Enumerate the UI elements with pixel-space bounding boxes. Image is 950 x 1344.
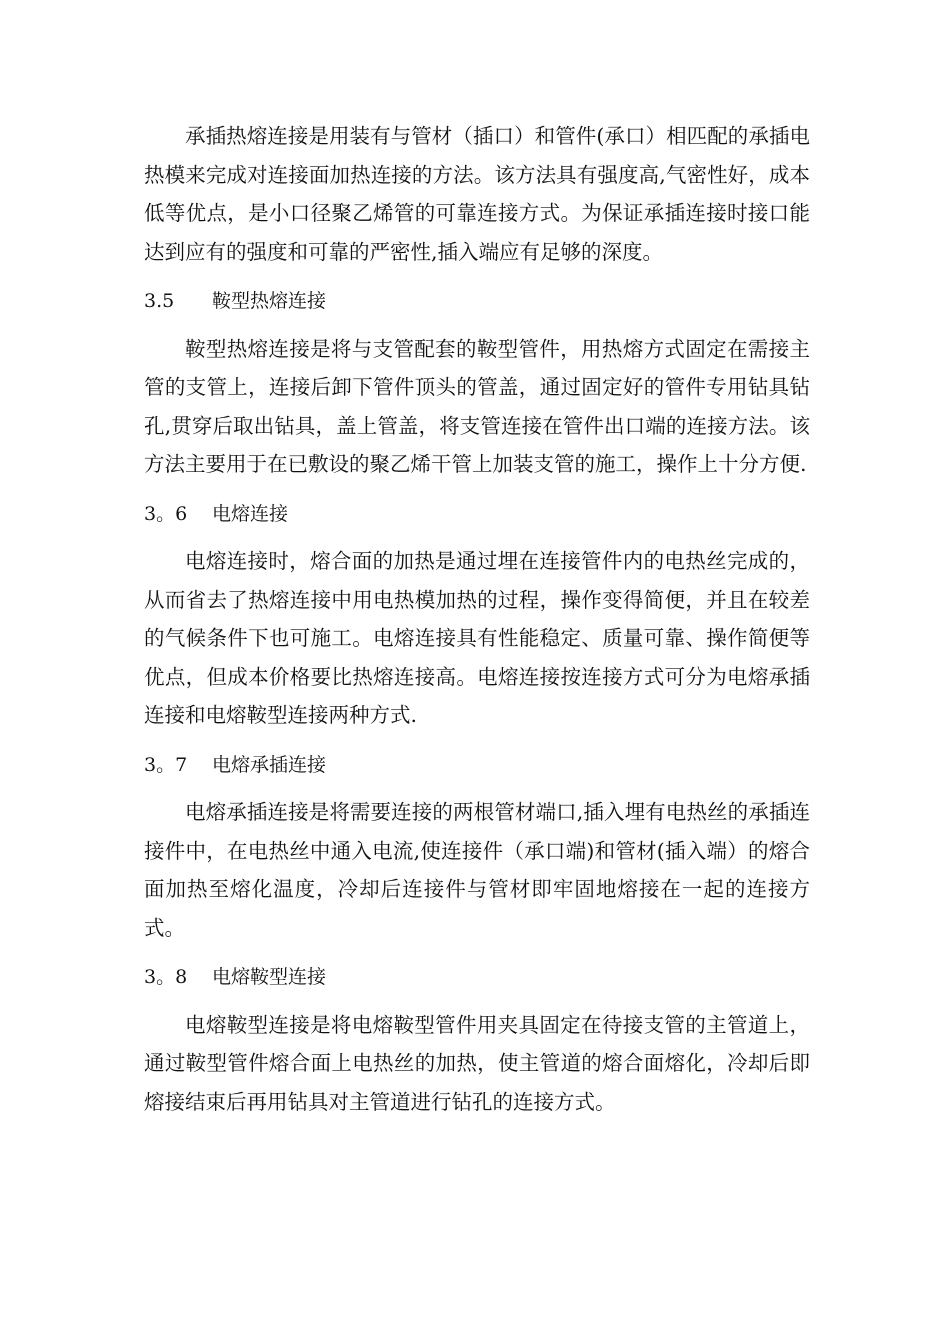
section-heading-3-5: [144, 282, 810, 321]
section-number: 3.5: [144, 290, 175, 312]
section-title: 电熔承插连接: [212, 753, 327, 776]
paragraph-electrofusion-socket: 电熔承插连接是将需要连接的两根管材端口,插入埋有电热丝的承插连接件中，在电热丝中通入电流,使连接件（承口端)和管材(插入端）的熔合面加热至熔化温度，冷却后连接件与管材即牢固地熔接在一起的连接方式。: [144, 800, 810, 940]
section-number: 3。7: [144, 753, 188, 776]
section-title: 电熔连接: [212, 502, 289, 525]
section-heading-3-7: [144, 746, 810, 785]
section-title: 电熔鞍型连接: [212, 966, 327, 988]
paragraph-saddle-fusion: 鞍型热熔连接是将与支管配套的鞍型管件，用热熔方式固定在需接主管的支管上，连接后卸下管件顶头的管盖，通过固定好的管件专用钻具钻孔,贯穿后取出钻具，盖上管盖，将支管连接在管件出口端的连接方法。该方法主要用于在已敷设的聚乙烯干管上加装支管的施工，操作上十分方便.: [144, 336, 810, 476]
section-heading-3-6: [144, 495, 810, 534]
section-heading-3-8: [144, 958, 810, 997]
paragraph-electrofusion-saddle: 电熔鞍型连接是将电熔鞍型管件用夹具固定在待接支管的主管道上，通过鞍型管件熔合面上电热丝的加热，使主管道的熔合面熔化，冷却后即熔接结束后再用钻具对主管道进行钻孔的连接方式。: [144, 1012, 810, 1114]
paragraph-electrofusion: 电熔连接时，熔合面的加热是通过埋在连接管件内的电热丝完成的，从而省去了热熔连接中用电热模加热的过程，操作变得简便，并且在较差的气候条件下也可施工。电熔连接具有性能稳定、质量可靠、操作简便等优点，但成本价格要比热熔连接高。电熔连接按连接方式可分为电熔承插连接和电熔鞍型连接两种方式.: [144, 549, 810, 727]
section-number: 3。8: [144, 966, 188, 988]
section-number: 3。6: [144, 502, 188, 525]
section-title: 鞍型热熔连接: [212, 290, 327, 312]
document-body: [144, 117, 810, 1121]
paragraph-socket-fusion: 承插热熔连接是用装有与管材（插口）和管件(承口）相匹配的承插电热模来完成对连接面加热连接的方法。该方法具有强度高,气密性好，成本低等优点，是小口径聚乙烯管的可靠连接方式。为保证承插连接时接口能达到应有的强度和可靠的严密性,插入端应有足够的深度。: [144, 124, 810, 264]
